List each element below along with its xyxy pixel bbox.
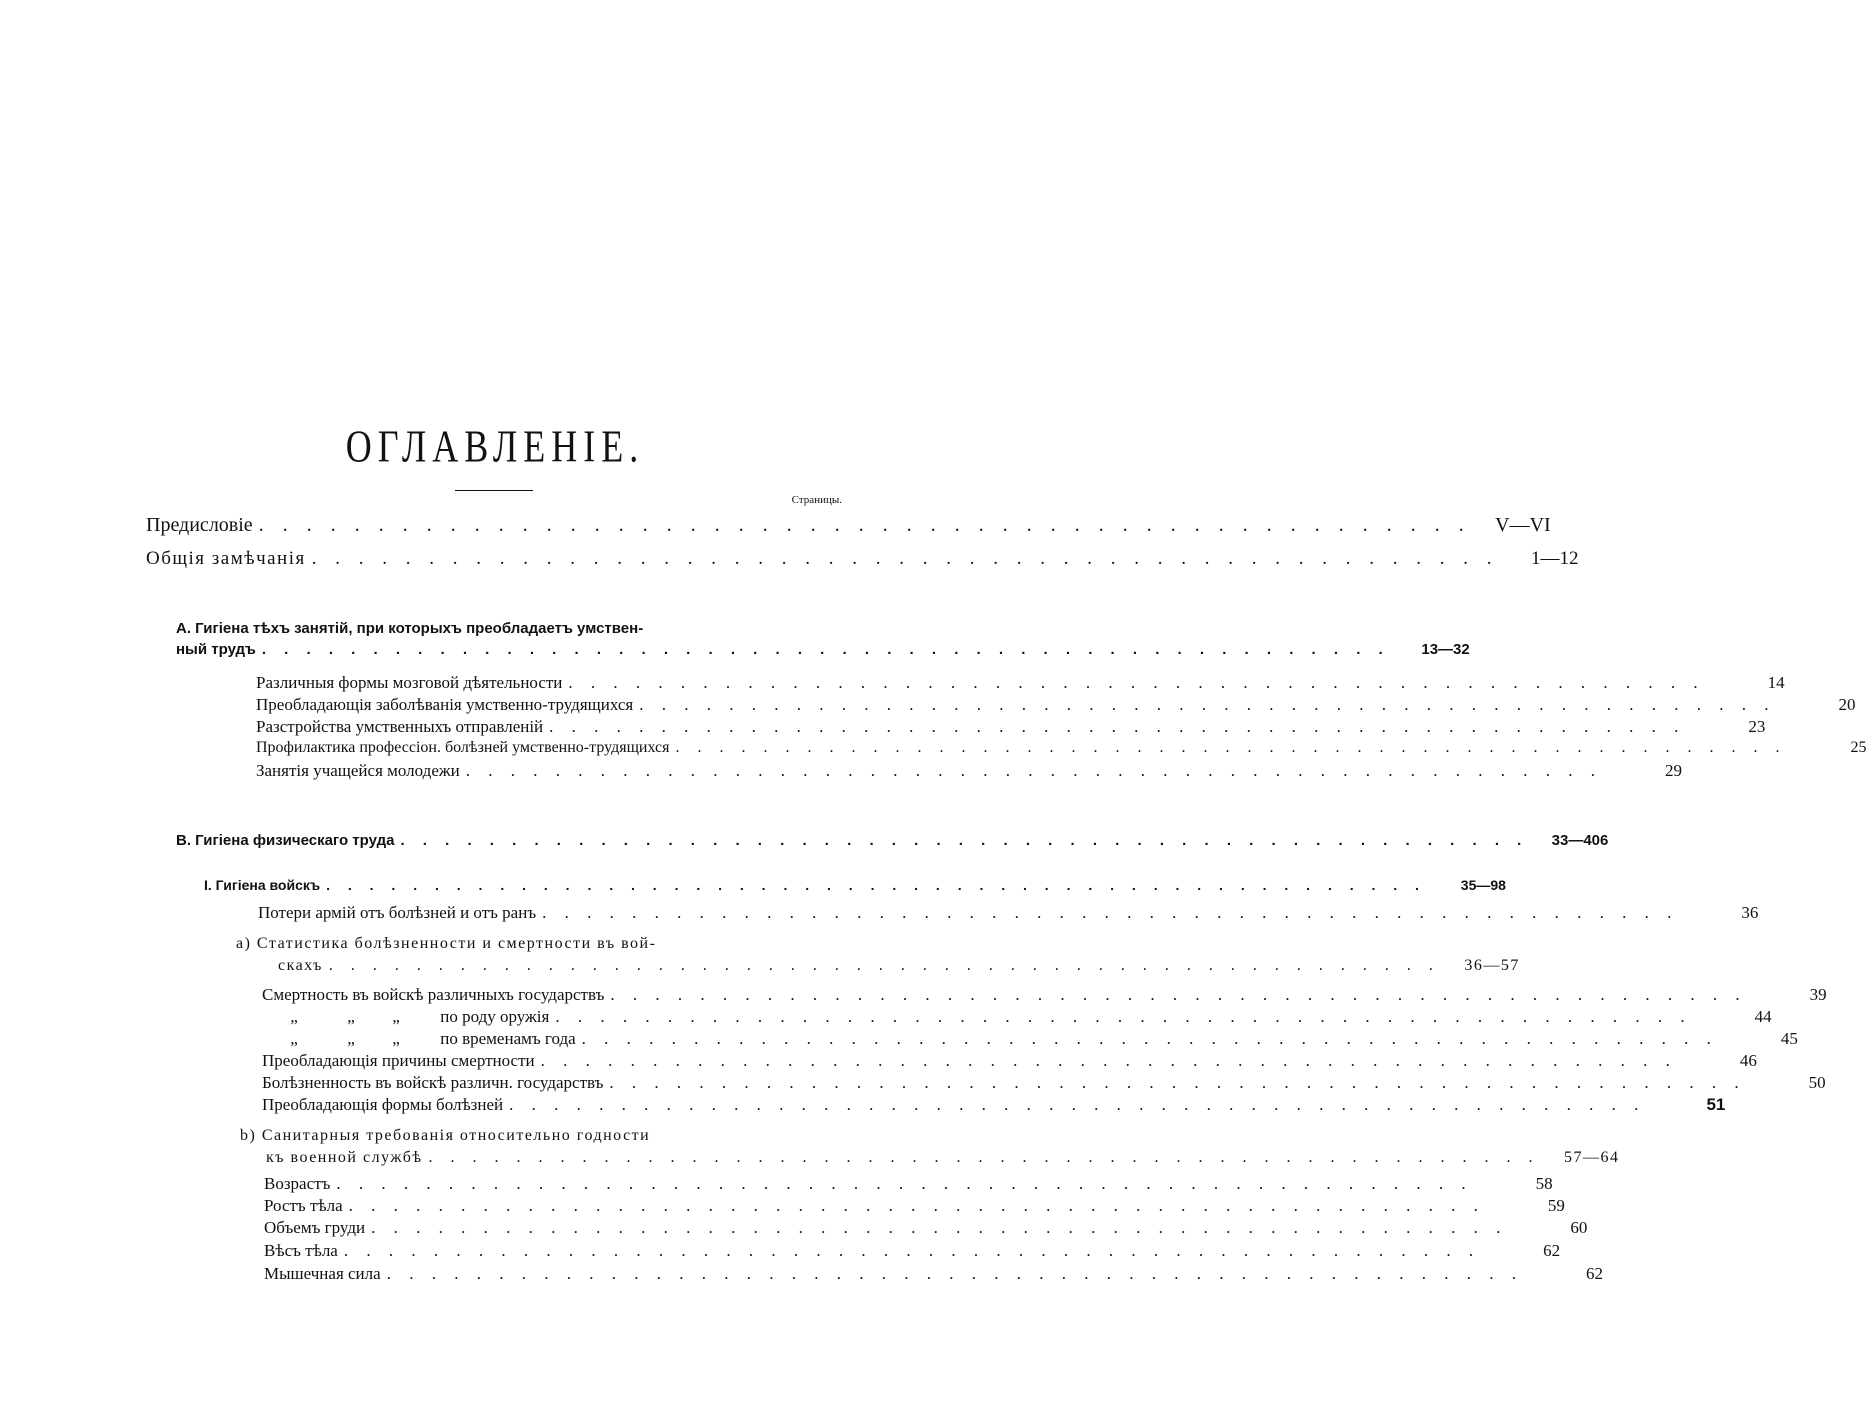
toc-entry-subsection-a[interactable] (278, 957, 1520, 975)
toc-entry-page: 20 (1838, 695, 1856, 714)
toc-entry-b-a-3[interactable] (262, 1029, 1798, 1049)
toc-entry-page: 33—406 (1551, 832, 1609, 849)
leader-dots: . . . . . . . . . . . . . . . . . . . . . . . . . . . . . . . . . . . . . . . . . . . . . . . . . . . (509, 1095, 1646, 1114)
toc-entry-label: Ростъ тѣла (264, 1196, 343, 1215)
toc-entry-b-b-4[interactable] (264, 1241, 1561, 1261)
toc-entry-b-a-1[interactable] (262, 985, 1827, 1005)
ditto-mark: „ (347, 1007, 355, 1026)
toc-entry-b-b-5[interactable] (264, 1264, 1603, 1284)
leader-dots: . . . . . . . . . . . . . . . . . . . . . . . . . . . . . . . . . . . . . . . . . . . . . . . . . . . (386, 1264, 1523, 1283)
ditto-mark: „ (392, 1007, 400, 1026)
pages-column-heading: Страницы. (791, 494, 842, 506)
toc-entry-label: скахъ (278, 957, 323, 974)
toc-entry-page: 25 (1850, 739, 1866, 756)
toc-entry-b-b-1[interactable] (264, 1174, 1553, 1194)
toc-entry-a5[interactable] (256, 761, 1682, 781)
toc-entry-page: 39 (1809, 985, 1827, 1004)
toc-entry-b-a-4[interactable] (262, 1051, 1757, 1071)
leader-dots: . . . . . . . . . . . . . . . . . . . . . . . . . . . . . . . . . . . . . . . . . . . . . . . . . . . (610, 985, 1747, 1004)
toc-entry-label: Потери армій отъ болѣзней и отъ ранъ (258, 903, 537, 922)
section-a-heading: А. Гигіена тѣхъ занятій, при которыхъ преобладаетъ умствен- (176, 620, 644, 637)
leader-dots: . . . . . . . . . . . . . . . . . . . . . . . . . . . . . . . . . . . . . . . . . . . . . . . . . . . (568, 673, 1705, 692)
leader-dots: . . . . . . . . . . . . . . . . . . . . . . . . . . . . . . . . . . . . . . . . . . . . . . . . . . . (261, 641, 1390, 658)
toc-entry-section-a[interactable] (176, 641, 1470, 658)
toc-entry-label: Различныя формы мозговой дѣятельности (256, 673, 563, 692)
title-divider (455, 490, 533, 491)
toc-entry-page: 44 (1754, 1007, 1772, 1026)
leader-dots: . . . . . . . . . . . . . . . . . . . . . . . . . . . . . . . . . . . . . . . . . . . . . . . . . . . (540, 1051, 1677, 1070)
toc-entry-label: Разстройства умственныхъ отправленій (256, 717, 544, 736)
toc-entry-page: 58 (1535, 1174, 1553, 1193)
leader-dots: . . . . . . . . . . . . . . . . . . . . . . . . . . . . . . . . . . . . . . . . . . . . . . . . . . . (675, 739, 1787, 756)
toc-entry-label: Преобладающія причины смертности (262, 1051, 535, 1070)
leader-dots: . . . . . . . . . . . . . . . . . . . . . . . . . . . . . . . . . . . . . . . . . . . . . . . . . . . (326, 877, 1426, 893)
toc-entry-a3[interactable] (256, 717, 1766, 737)
leader-dots: . . . . . . . . . . . . . . . . . . . . . . . . . . . . . . . . . . . . . . . . . . . . . . . . . . . (371, 1218, 1508, 1237)
toc-entry-page: 60 (1570, 1218, 1588, 1237)
toc-entry-page: 14 (1767, 673, 1785, 692)
toc-entry-label: Возрастъ (264, 1174, 331, 1193)
toc-entry-page: 1—12 (1531, 548, 1579, 569)
leader-dots: . . . . . . . . . . . . . . . . . . . . . . . . . . . . . . . . . . . . . . . . . . . . . . . . . . . (555, 1007, 1692, 1026)
leader-dots: . . . . . . . . . . . . . . . . . . . . . . . . . . . . . . . . . . . . . . . . . . . . . . . . . . . (348, 1196, 1485, 1215)
toc-entry-page: 23 (1748, 717, 1766, 736)
toc-entry-label: Преобладающія формы болѣзней (262, 1095, 504, 1114)
toc-entry-label: ный трудъ (176, 641, 256, 658)
toc-entry-label: Объемъ груди (264, 1218, 366, 1237)
toc-entry-label: Занятія учащейся молодежи (256, 761, 460, 780)
toc-entry-page: 36—57 (1464, 957, 1520, 974)
leader-dots: . . . . . . . . . . . . . . . . . . . . . . . . . . . . . . . . . . . . . . . . . . . . . . . . . . . (581, 1029, 1718, 1048)
leader-dots: . . . . . . . . . . . . . . . . . . . . . . . . . . . . . . . . . . . . . . . . . . . . . . . . . . . (336, 1174, 1473, 1193)
toc-entry-b-b-2[interactable] (264, 1196, 1565, 1216)
toc-entry-label: Преобладающія заболѣванія умственно-трудящихся (256, 695, 634, 714)
toc-entry-label: Вѣсъ тѣла (264, 1241, 338, 1260)
toc-entry-page: 13—32 (1421, 641, 1470, 658)
toc-entry-label: Мышечная сила (264, 1264, 381, 1283)
toc-entry-label: Профилактика профессіон. болѣзней умственно-трудящихся (256, 739, 670, 756)
toc-entry-page: 46 (1739, 1051, 1757, 1070)
toc-entry-b-I-1[interactable] (258, 903, 1759, 923)
toc-entry-b-a-5[interactable] (262, 1073, 1826, 1093)
toc-entry-label: В. Гигіена физическаго труда (176, 832, 395, 849)
leader-dots: . . . . . . . . . . . . . . . . . . . . . . . . . . . . . . . . . . . . . . . . . . . . . . . . . . . (400, 832, 1529, 849)
toc-entry-b-a-6[interactable] (262, 1095, 1726, 1115)
toc-entry-page: 45 (1780, 1029, 1798, 1048)
toc-entry-label: по временамъ года (440, 1029, 576, 1048)
subsection-a-heading: a) Статистика болѣзненности и смертности въ вой- (236, 935, 657, 952)
toc-entry-page: 36 (1741, 903, 1759, 922)
toc-entry-page: 29 (1664, 761, 1682, 780)
toc-entry-label: Предисловіе (146, 514, 253, 536)
toc-entry-a4[interactable] (256, 739, 1866, 757)
leader-dots: . . . . . . . . . . . . . . . . . . . . . . . . . . . . . . . . . . . . . . . . . . . . . . . . . . . (609, 1073, 1746, 1092)
toc-entry-subsection-b[interactable] (266, 1149, 1620, 1167)
subsection-b-heading: b) Санитарныя требованія относительно годности (240, 1127, 651, 1144)
toc-entry-page: 35—98 (1460, 877, 1506, 893)
toc-entry-page: V—VI (1495, 514, 1551, 536)
leader-dots: . . . . . . . . . . . . . . . . . . . . . . . . . . . . . . . . . . . . . . . . . . . . . . . . . . . (542, 903, 1679, 922)
toc-entry-page: 57—64 (1564, 1149, 1620, 1166)
toc-entry-page: 51 (1706, 1095, 1726, 1114)
toc-entry-label: Смертность въ войскѣ различныхъ государствъ (262, 985, 605, 1004)
leader-dots: . . . . . . . . . . . . . . . . . . . . . . . . . . . . . . . . . . . . . . . . . . . . . . . . . . . (258, 514, 1471, 536)
toc-entry-label: по роду оружія (440, 1007, 550, 1026)
toc-entry-preface[interactable] (146, 514, 1551, 537)
toc-entry-b-b-3[interactable] (264, 1218, 1588, 1238)
toc-entry-a2[interactable] (256, 695, 1856, 715)
toc-entry-section-b[interactable] (176, 832, 1609, 849)
leader-dots: . . . . . . . . . . . . . . . . . . . . . . . . . . . . . . . . . . . . . . . . . . . . . . . . . . . (328, 957, 1440, 974)
leader-dots: . . . . . . . . . . . . . . . . . . . . . . . . . . . . . . . . . . . . . . . . . . . . . . . . . . . (639, 695, 1776, 714)
toc-entry-a1[interactable] (256, 673, 1785, 693)
page-title: ОГЛАВЛЕНІЕ. (345, 421, 645, 472)
ditto-mark: „ (290, 1029, 298, 1048)
toc-entry-general-remarks[interactable] (146, 548, 1579, 570)
toc-entry-label: къ военной службѣ (266, 1149, 423, 1166)
ditto-mark: „ (290, 1007, 298, 1026)
leader-dots: . . . . . . . . . . . . . . . . . . . . . . . . . . . . . . . . . . . . . . . . . . . . . . . . . . . (311, 548, 1499, 569)
toc-entry-page: 62 (1585, 1264, 1603, 1283)
leader-dots: . . . . . . . . . . . . . . . . . . . . . . . . . . . . . . . . . . . . . . . . . . . . . . . . . . . (343, 1241, 1481, 1260)
toc-entry-page: 62 (1543, 1241, 1561, 1260)
leader-dots: . . . . . . . . . . . . . . . . . . . . . . . . . . . . . . . . . . . . . . . . . . . . . . . . . . . (465, 761, 1602, 780)
toc-entry-b-I[interactable] (204, 877, 1506, 893)
toc-entry-page: 59 (1547, 1196, 1565, 1215)
ditto-mark: „ (347, 1029, 355, 1048)
ditto-mark: „ (392, 1029, 400, 1048)
toc-entry-b-a-2[interactable] (262, 1007, 1772, 1027)
leader-dots: . . . . . . . . . . . . . . . . . . . . . . . . . . . . . . . . . . . . . . . . . . . . . . . . . . . (428, 1149, 1540, 1166)
toc-entry-page: 50 (1808, 1073, 1826, 1092)
toc-entry-label: I. Гигіена войскъ (204, 877, 321, 893)
toc-entry-label: Общія замѣчанія (146, 548, 306, 569)
toc-entry-label: Болѣзненность въ войскѣ различн. государствъ (262, 1073, 604, 1092)
leader-dots: . . . . . . . . . . . . . . . . . . . . . . . . . . . . . . . . . . . . . . . . . . . . . . . . . . . (549, 717, 1686, 736)
